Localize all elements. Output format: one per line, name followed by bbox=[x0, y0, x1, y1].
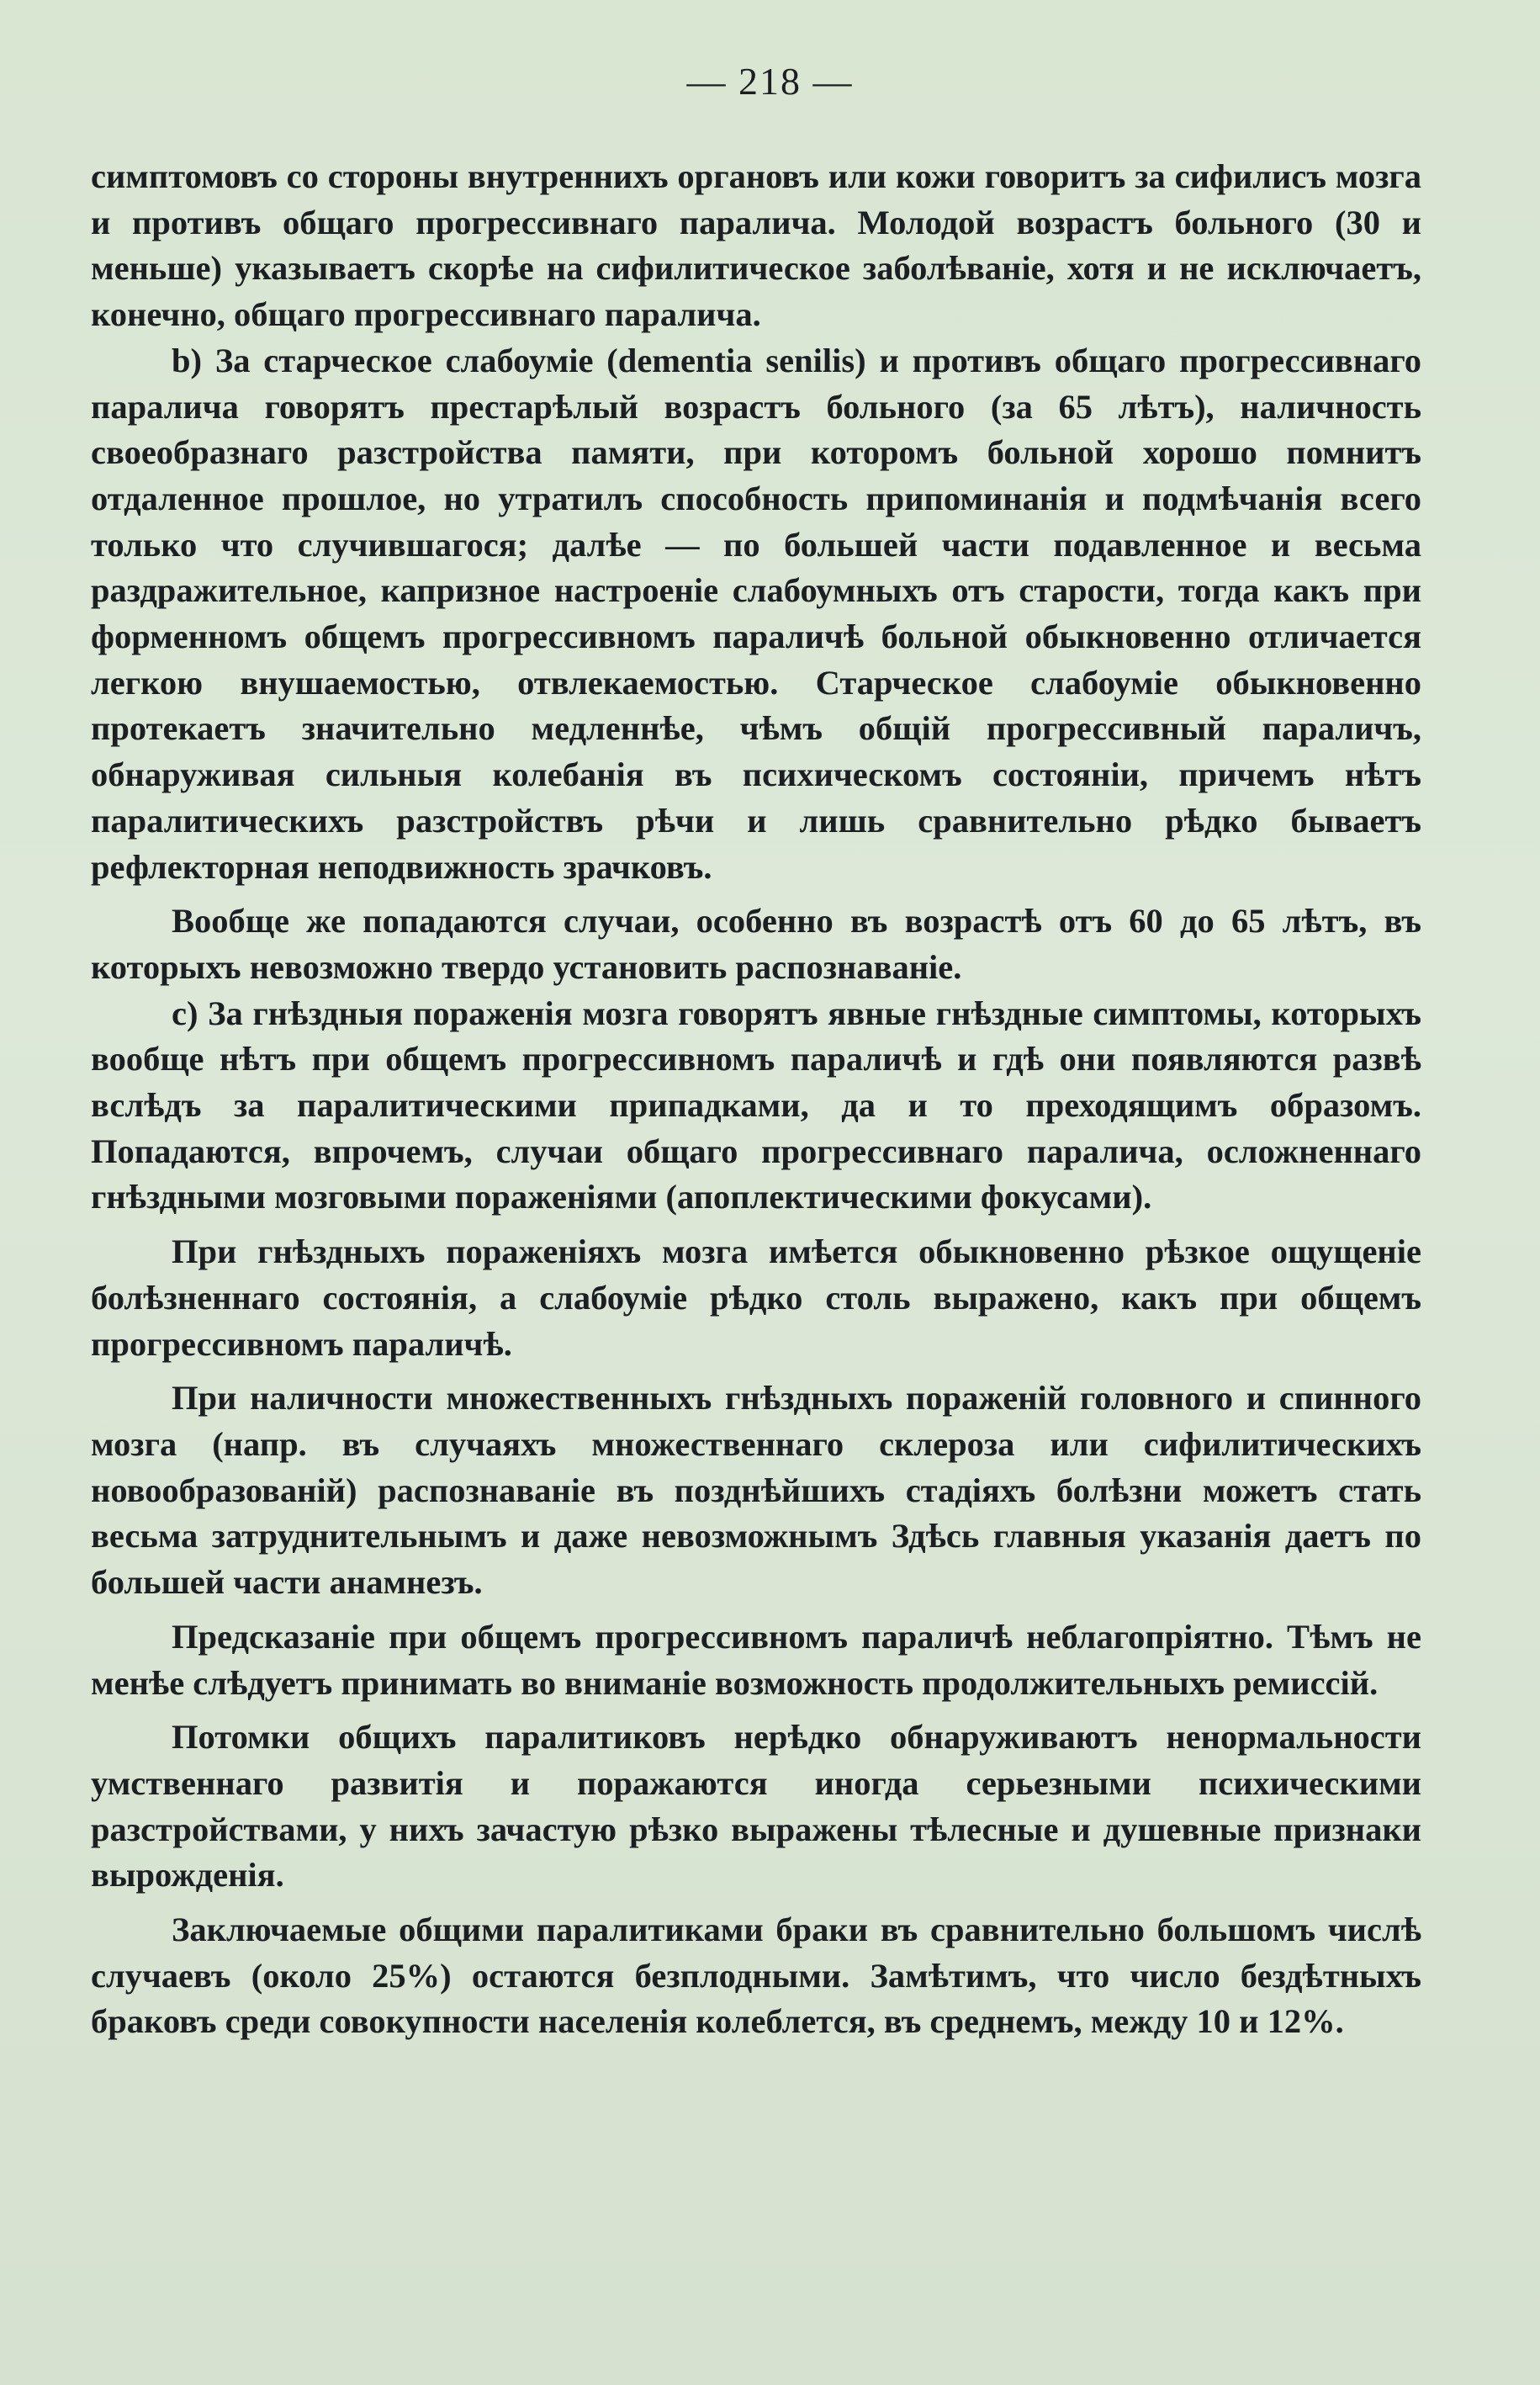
paragraph-descendants: Потомки общихъ паралитиковъ нерѣдко обнаруживаютъ ненормальности умственнаго развитія и поражаются иногда серьезными психическими разстройствами, у нихъ зачастую рѣзко выражены тѣлесные и душевные признаки вырожденія. bbox=[91, 1718, 1421, 1895]
paragraph-marriages: Заключаемые общими паралитиками браки въ сравнительно большомъ числѣ случаевъ (около 25%) остаются безплодными. Замѣтимъ, что число бездѣтныхъ браковъ среди совокупности населенія колеблется, въ среднемъ, между 10 и 12%. bbox=[91, 1911, 1421, 2041]
paragraph-age-60-65: Вообще же попадаются случаи, особенно въ возрастѣ отъ 60 до 65 лѣтъ, въ которыхъ невозможно твердо установить распознаваніе. bbox=[91, 902, 1421, 986]
paragraph-prognosis: Предсказаніе при общемъ прогрессивномъ параличѣ неблагопріятно. Тѣмъ не менѣе слѣдуетъ принимать во вниманіе возможность продолжительныхъ ремиссій. bbox=[91, 1617, 1421, 1702]
paragraph-senile-dementia: b) За старческое слабоуміе (dementia senilis) и противъ общаго прогрессивнаго паралича говорятъ престарѣлый возрастъ больного (за 65 лѣтъ), наличность своеобразнаго разстройства памяти, при которомъ больной хорошо помнитъ отдаленное прошлое, но утратилъ способность припоминанія и подмѣчанія всего только что случившагося; далѣе — по большей части подавленное и весьма раздражительное, капризное настроеніе слабоумныхъ отъ старости, тогда какъ при форменномъ общемъ прогрессивномъ параличѣ больной обыкновенно отличается легкою внушаемостью, отвлекаемостью. Старческое слабоуміе обыкновенно протекаетъ значительно медленнѣе, чѣмъ общій прогрессивный параличъ, обнаруживая сильныя колебанія въ психическомъ состояніи, причемъ нѣтъ паралитическихъ разстройствъ рѣчи и лишь сравнительно рѣдко бываетъ рефлекторная неподвижность зрачковъ. bbox=[91, 341, 1421, 886]
paragraph-focal-lesions-sensation: При гнѣздныхъ пораженіяхъ мозга имѣется обыкновенно рѣзкое ощущеніе болѣзненнаго состоянія, а слабоуміе рѣдко столь выражено, какъ при общемъ прогрессивномъ параличѣ. bbox=[91, 1232, 1421, 1363]
page-text-body bbox=[91, 154, 1421, 2045]
paragraph-focal-lesions: c) За гнѣздныя пораженія мозга говорятъ явные гнѣздные симптомы, которыхъ вообще нѣтъ при общемъ прогрессивномъ параличѣ и гдѣ они появляются развѣ вслѣдъ за паралитическими припадками, да и то преходящимъ образомъ. Попадаются, впрочемъ, случаи общаго прогрессивнаго паралича, осложненнаго гнѣздными мозговыми пораженіями (апоплектическими фокусами). bbox=[91, 994, 1421, 1216]
page-number: — 218 — bbox=[686, 60, 854, 103]
paragraph-multiple-lesions: При наличности множественныхъ гнѣздныхъ пораженій головного и спинного мозга (напр. въ случаяхъ множественнаго склероза или сифилитическихъ новообразованій) распознаваніе въ позднѣйшихъ стадіяхъ болѣзни можетъ стать весьма затруднительнымъ и даже невозможнымъ Здѣсь главныя указанія даетъ по большей части анамнезъ. bbox=[91, 1379, 1421, 1602]
paragraph-syphilis-continuation: симптомовъ со стороны внутреннихъ органовъ или кожи говоритъ за сифилисъ мозга и противъ общаго прогрессивнаго паралича. Молодой возрастъ больного (30 и меньше) указываетъ скорѣе на сифилитическое заболѣваніе, хотя и не исключаетъ, конечно, общаго прогрессивнаго паралича. bbox=[91, 157, 1421, 334]
